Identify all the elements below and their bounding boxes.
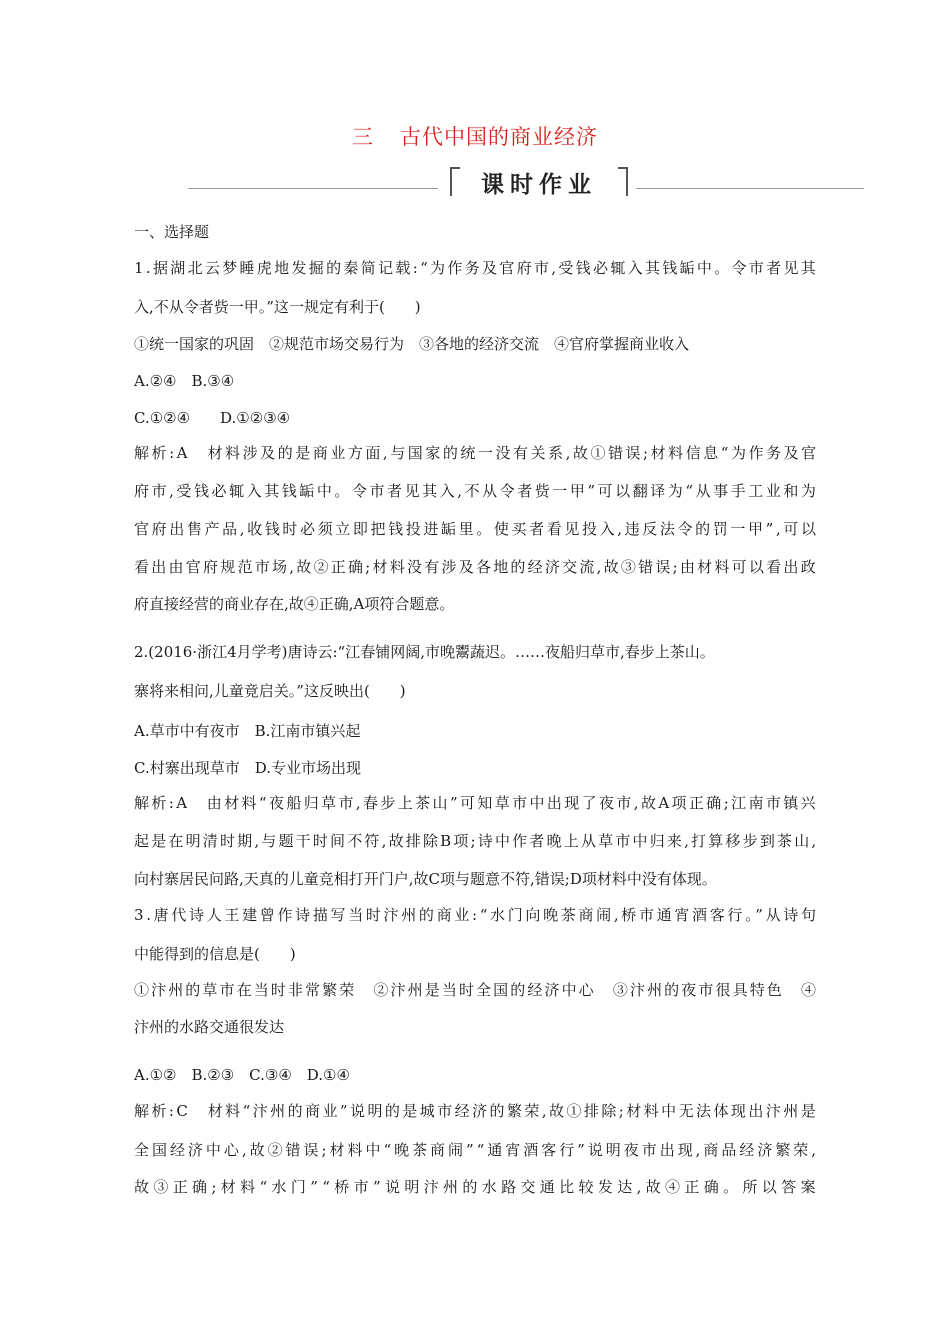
text-line: 府直接经营的商业存在,故④正确,A项符合题意。	[134, 595, 455, 613]
text-line: 中能得到的信息是( )	[134, 945, 296, 963]
text-line: 官府出售产品,收钱时必须立即把钱投进缿里。使买者看见投入,违反法令的罚一甲”,可以	[134, 520, 819, 538]
text-line: ①统一国家的巩固 ②规范市场交易行为 ③各地的经济交流 ④官府掌握商业收入	[134, 335, 690, 353]
text-line: 故③正确;材料“水门”“桥市”说明汴州的水路交通比较发达,故④正确。所以答案	[134, 1178, 820, 1196]
text-line: 2.(2016·浙江4月学考)唐诗云:“江春铺网阔,市晚鬻蔬迟。……夜船归草市,春步上茶山。	[134, 643, 715, 661]
lesson-title	[0, 121, 950, 151]
text-line: ①汴州的草市在当时非常繁荣 ②汴州是当时全国的经济中心 ③汴州的夜市很具特色 ④	[134, 981, 819, 999]
text-line: 全国经济中心,故②错误;材料中“晚茶商闹”“通宵酒客行”说明夜市出现,商品经济繁荣,	[134, 1141, 820, 1159]
lesson-number: 三	[352, 125, 374, 149]
banner-rule-right	[636, 188, 864, 189]
text-line: 看出由官府规范市场,故②正确;材料没有涉及各地的经济交流,故③错误;由材料可以看出政	[134, 558, 818, 576]
text-line: 起是在明清时期,与题干时间不符,故排除B项;诗中作者晚上从草市中归来,打算移步到茶山,	[134, 832, 819, 850]
banner-box	[450, 168, 628, 196]
text-line: 府市,受钱必辄入其钱缿中。令市者见其入,不从令者赀一甲”可以翻译为“从事手工业和为	[134, 482, 819, 500]
text-line: A.草市中有夜市 B.江南市镇兴起	[134, 722, 361, 740]
text-line: 汴州的水路交通很发达	[134, 1018, 285, 1036]
text-line: 解析:A 材料涉及的是商业方面,与国家的统一没有关系,故①错误;材料信息“为作务及官	[134, 444, 819, 462]
text-line: 3.唐代诗人王建曾作诗描写当时汴州的商业:“水门向晚茶商闹,桥市通宵酒客行。”从诗句	[134, 906, 819, 924]
homework-banner	[188, 168, 864, 198]
text-line: 解析:A 由材料“夜船归草市,春步上茶山”可知草市中出现了夜市,故A项正确;江南市镇兴	[134, 794, 819, 812]
text-line: A.①② B.②③ C.③④ D.①④	[134, 1066, 350, 1084]
banner-label: 课时作业	[481, 172, 597, 198]
text-line: 入,不从令者赀一甲。”这一规定有利于( )	[134, 298, 421, 316]
text-line: 向村寨居民问路,天真的儿童竞相打开门户,故C项与题意不符,错误;D项材料中没有体现。	[134, 870, 717, 888]
text-line: C.①②④ D.①②③④	[134, 409, 291, 427]
section-heading: 一、选择题	[134, 223, 210, 241]
lesson-title-text: 古代中国的商业经济	[400, 125, 598, 149]
text-line: A.②④ B.③④	[134, 372, 235, 390]
banner-rule-left	[188, 188, 438, 189]
text-line: 寨将来相问,儿童竟启关。”这反映出( )	[134, 682, 406, 700]
text-line: 解析:C 材料“汴州的商业”说明的是城市经济的繁荣,故①排除;材料中无法体现出汴州是	[134, 1102, 819, 1120]
text-line: 1.据湖北云梦睡虎地发掘的秦简记载:“为作务及官府市,受钱必辄入其钱缿中。令市者见其	[134, 259, 819, 277]
text-line: C.村寨出现草市 D.专业市场出现	[134, 759, 361, 777]
